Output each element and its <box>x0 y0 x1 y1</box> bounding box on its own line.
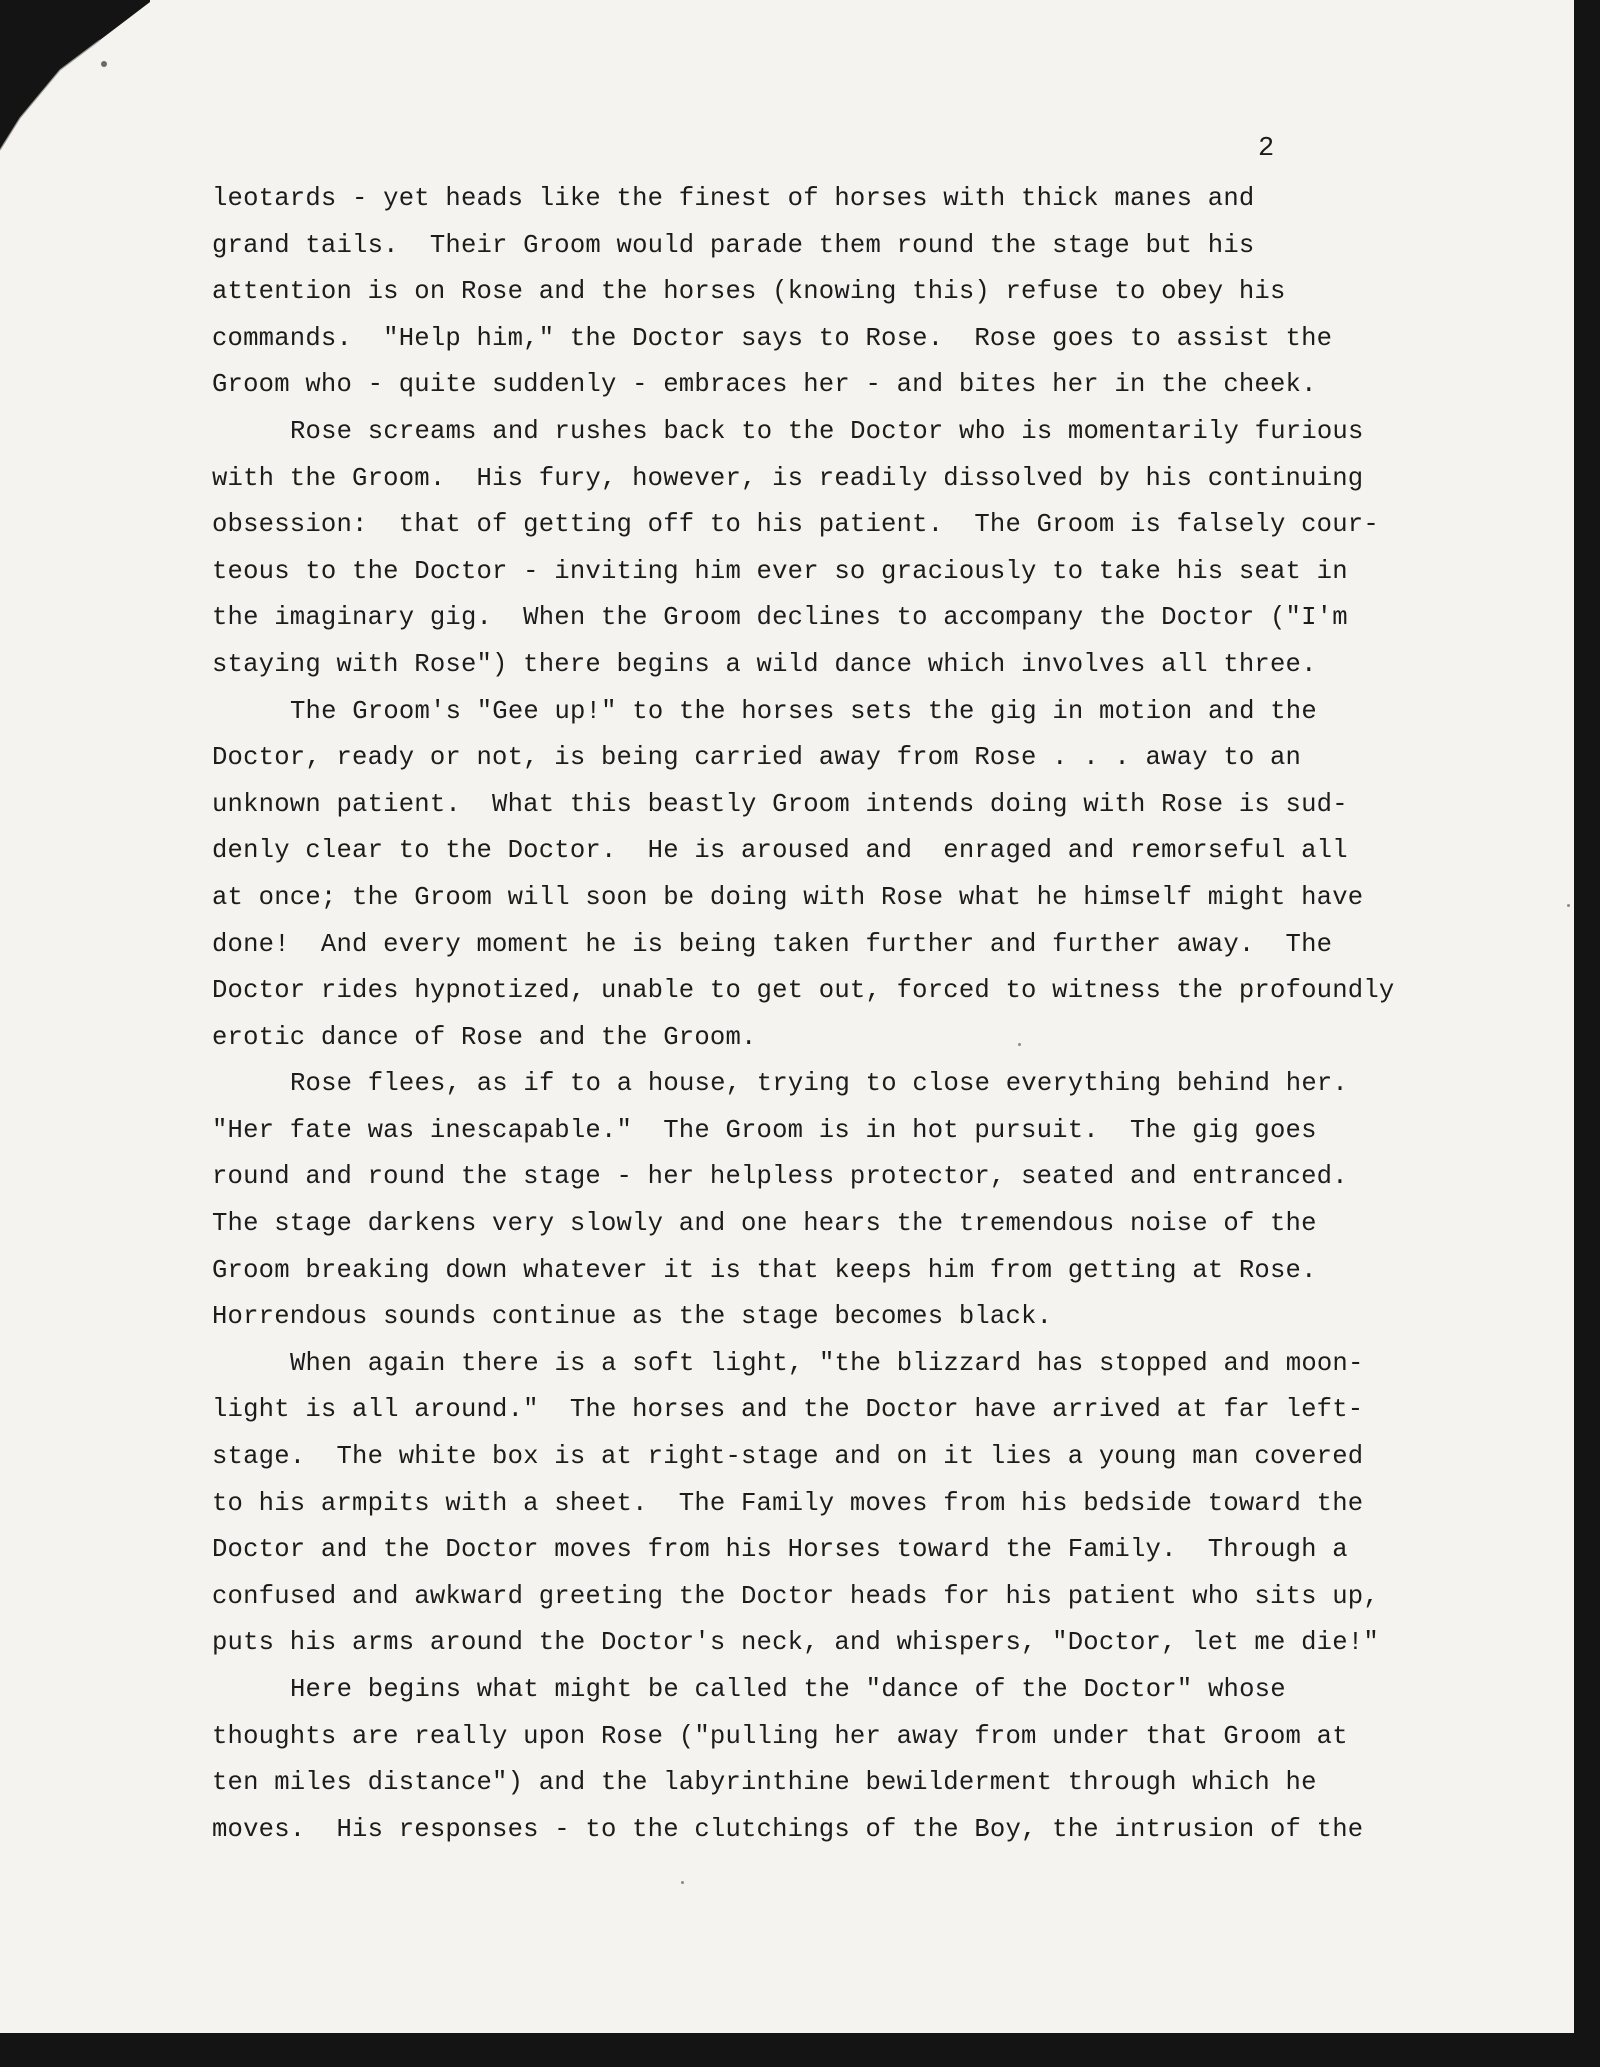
text-line: attention is on Rose and the horses (knowing this) refuse to obey his <box>212 277 1286 307</box>
text-line: Doctor rides hypnotized, unable to get out, forced to witness the profoundly <box>212 976 1395 1006</box>
paper-speck <box>1018 1043 1021 1046</box>
text-line: at once; the Groom will soon be doing with Rose what he himself might have <box>212 882 1364 912</box>
text-line: Horrendous sounds continue as the stage becomes black. <box>212 1302 1053 1332</box>
paper-speck <box>1567 904 1570 907</box>
text-line: leotards - yet heads like the finest of horses with thick manes and <box>212 184 1255 213</box>
text-line: grand tails. Their Groom would parade them round the stage but his <box>212 230 1255 260</box>
text-line: erotic dance of Rose and the Groom. <box>212 1022 757 1052</box>
paragraph-start-line: When again there is a soft light, "the blizzard has stopped and moon- <box>290 1348 1364 1378</box>
text-line: obsession: that of getting off to his patient. The Groom is falsely cour- <box>212 510 1379 540</box>
text-line: puts his arms around the Doctor's neck, and whispers, "Doctor, let me die!" <box>212 1628 1379 1658</box>
text-line: teous to the Doctor - inviting him ever so graciously to take his seat in <box>212 556 1348 586</box>
text-line: unknown patient. What this beastly Groom intends doing with Rose is sud- <box>212 789 1348 819</box>
paragraph-start-line: Rose screams and rushes back to the Doctor who is momentarily furious <box>290 416 1364 446</box>
text-line: ten miles distance") and the labyrinthine bewilderment through which he <box>212 1768 1317 1798</box>
body-text <box>212 176 1452 1853</box>
paragraph-start-line: The Groom's "Gee up!" to the horses sets the gig in motion and the <box>290 696 1317 726</box>
text-line: commands. "Help him," the Doctor says to Rose. Rose goes to assist the <box>212 323 1333 353</box>
text-line: Doctor and the Doctor moves from his Horses toward the Family. Through a <box>212 1535 1348 1565</box>
text-line: Groom breaking down whatever it is that keeps him from getting at Rose. <box>212 1255 1317 1285</box>
text-line: The stage darkens very slowly and one hears the tremendous noise of the <box>212 1209 1317 1239</box>
text-line: "Her fate was inescapable." The Groom is in hot pursuit. The gig goes <box>212 1115 1317 1145</box>
page-number: 2 <box>1258 134 1275 164</box>
text-line: with the Groom. His fury, however, is readily dissolved by his continuing <box>212 463 1364 493</box>
text-line: staying with Rose") there begins a wild dance which involves all three. <box>212 649 1317 679</box>
scan-border-bottom <box>0 2033 1600 2067</box>
text-line: moves. His responses - to the clutchings of the Boy, the intrusion of the <box>212 1814 1364 1844</box>
text-line: light is all around." The horses and the Doctor have arrived at far left- <box>212 1395 1364 1425</box>
text-line: done! And every moment he is being taken further and further away. The <box>212 929 1333 959</box>
text-line: thoughts are really upon Rose ("pulling her away from under that Groom at <box>212 1721 1348 1751</box>
paragraph-start-line: Rose flees, as if to a house, trying to close everything behind her. <box>290 1069 1348 1099</box>
paragraph-start-line: Here begins what might be called the "dance of the Doctor" whose <box>290 1675 1286 1704</box>
text-line: to his armpits with a sheet. The Family moves from his bedside toward the <box>212 1488 1364 1518</box>
text-line: Doctor, ready or not, is being carried away from Rose . . . away to an <box>212 743 1302 773</box>
torn-corner <box>0 0 150 178</box>
scan-border-right <box>1574 0 1600 2067</box>
text-line: denly clear to the Doctor. He is aroused and enraged and remorseful all <box>212 836 1348 866</box>
text-line: stage. The white box is at right-stage and on it lies a young man covered <box>212 1442 1364 1472</box>
paper-speck <box>681 1881 684 1884</box>
text-line: confused and awkward greeting the Doctor heads for his patient who sits up, <box>212 1581 1379 1611</box>
text-line: Groom who - quite suddenly - embraces her - and bites her in the cheek. <box>212 370 1317 400</box>
text-line: the imaginary gig. When the Groom declines to accompany the Doctor ("I'm <box>212 603 1348 633</box>
text-line: round and round the stage - her helpless protector, seated and entranced. <box>212 1162 1348 1192</box>
